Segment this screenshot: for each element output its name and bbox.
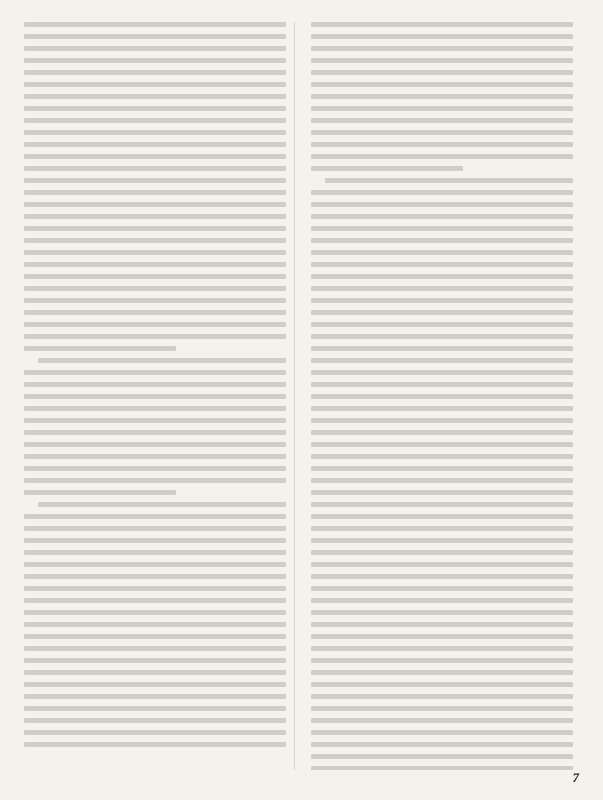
paragraph — [24, 22, 286, 351]
text-column-right — [311, 22, 573, 770]
paragraph — [24, 358, 286, 495]
column-divider — [294, 22, 295, 770]
paragraph — [311, 22, 573, 171]
page-number: 7 — [572, 770, 579, 785]
paragraph — [24, 502, 286, 747]
paragraph — [311, 178, 573, 770]
text-column-left — [24, 22, 286, 770]
